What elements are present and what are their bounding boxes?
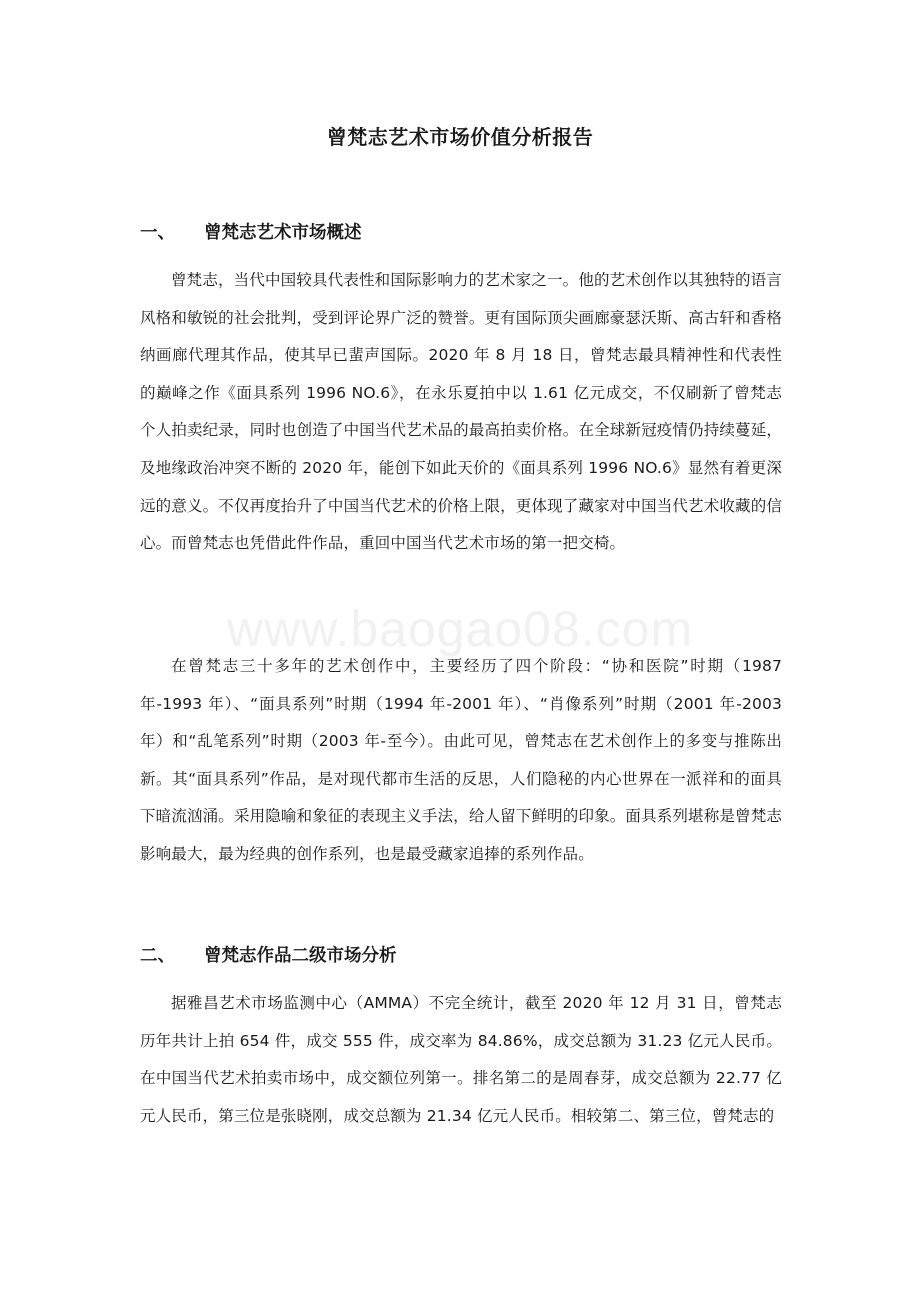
section-title: 曾梵志作品二级市场分析 [204,946,397,966]
section-number: 二、 [140,946,175,966]
paragraph-1: 曾梵志，当代中国较具代表性和国际影响力的艺术家之一。他的艺术创作以其独特的语言风格和敏锐的社会批判，受到评论界广泛的赞誉。更有国际顶尖画廊豪瑟沃斯、高古轩和香格纳画廊代理其作品，使其早已蜚声国际。2020 年 8 月 18 日，曾梵志最具精神性和代表性的巅峰之作《面具系列 1996 NO.6》，在永乐夏拍中以 1.61 亿元成交，不仅刷新了曾梵志个人拍卖纪录，同时也创造了中国当代艺术品的最高拍卖价格。在全球新冠疫情仍持续蔓延，及地缘政治冲突不断的 2020 年，能创下如此天价的《面具系列 1996 NO.6》显然有着更深远的意义。不仅再度抬升了中国当代艺术的价格上限，更体现了藏家对中国当代艺术收藏的信心。而曾梵志也凭借此件作品，重回中国当代艺术市场的第一把交椅。 [140,271,782,553]
document-title: 曾梵志艺术市场价值分析报告 [326,125,594,149]
paragraph-3: 据雅昌艺术市场监测中心（AMMA）不完全统计，截至 2020 年 12 月 31 日，曾梵志历年共计上拍 654 件，成交 555 件，成交率为 84.86%，成交总额为 31.23 亿元人民币。在中国当代艺术拍卖市场中，成交额位列第一。排名第二的是周春芽，成交总额为 22.77 亿元人民币，第三位是张晓刚，成交总额为 21.34 亿元人民币。相较第二、第三位，曾梵志的 [140,994,782,1125]
section-heading-1 [140,220,362,246]
section-title: 曾梵志艺术市场概述 [204,223,362,243]
paragraph-2: 在曾梵志三十多年的艺术创作中，主要经历了四个阶段：“协和医院”时期（1987 年-1993 年）、“面具系列”时期（1994 年-2001 年）、“肖像系列”时期（2001 年-2003 年）和“乱笔系列”时期（2003 年-至今）。由此可见，曾梵志在艺术创作上的多变与推陈出新。其“面具系列”作品，是对现代都市生活的反思，人们隐秘的内心世界在一派祥和的面具下暗流汹涌。采用隐喻和象征的表现主义手法，给人留下鲜明的印象。面具系列堪称是曾梵志影响最大，最为经典的创作系列，也是最受藏家追捧的系列作品。 [140,657,782,863]
watermark: www.baogao08.com [226,601,694,657]
section-number: 一、 [140,223,175,243]
section-heading-2 [140,943,397,969]
